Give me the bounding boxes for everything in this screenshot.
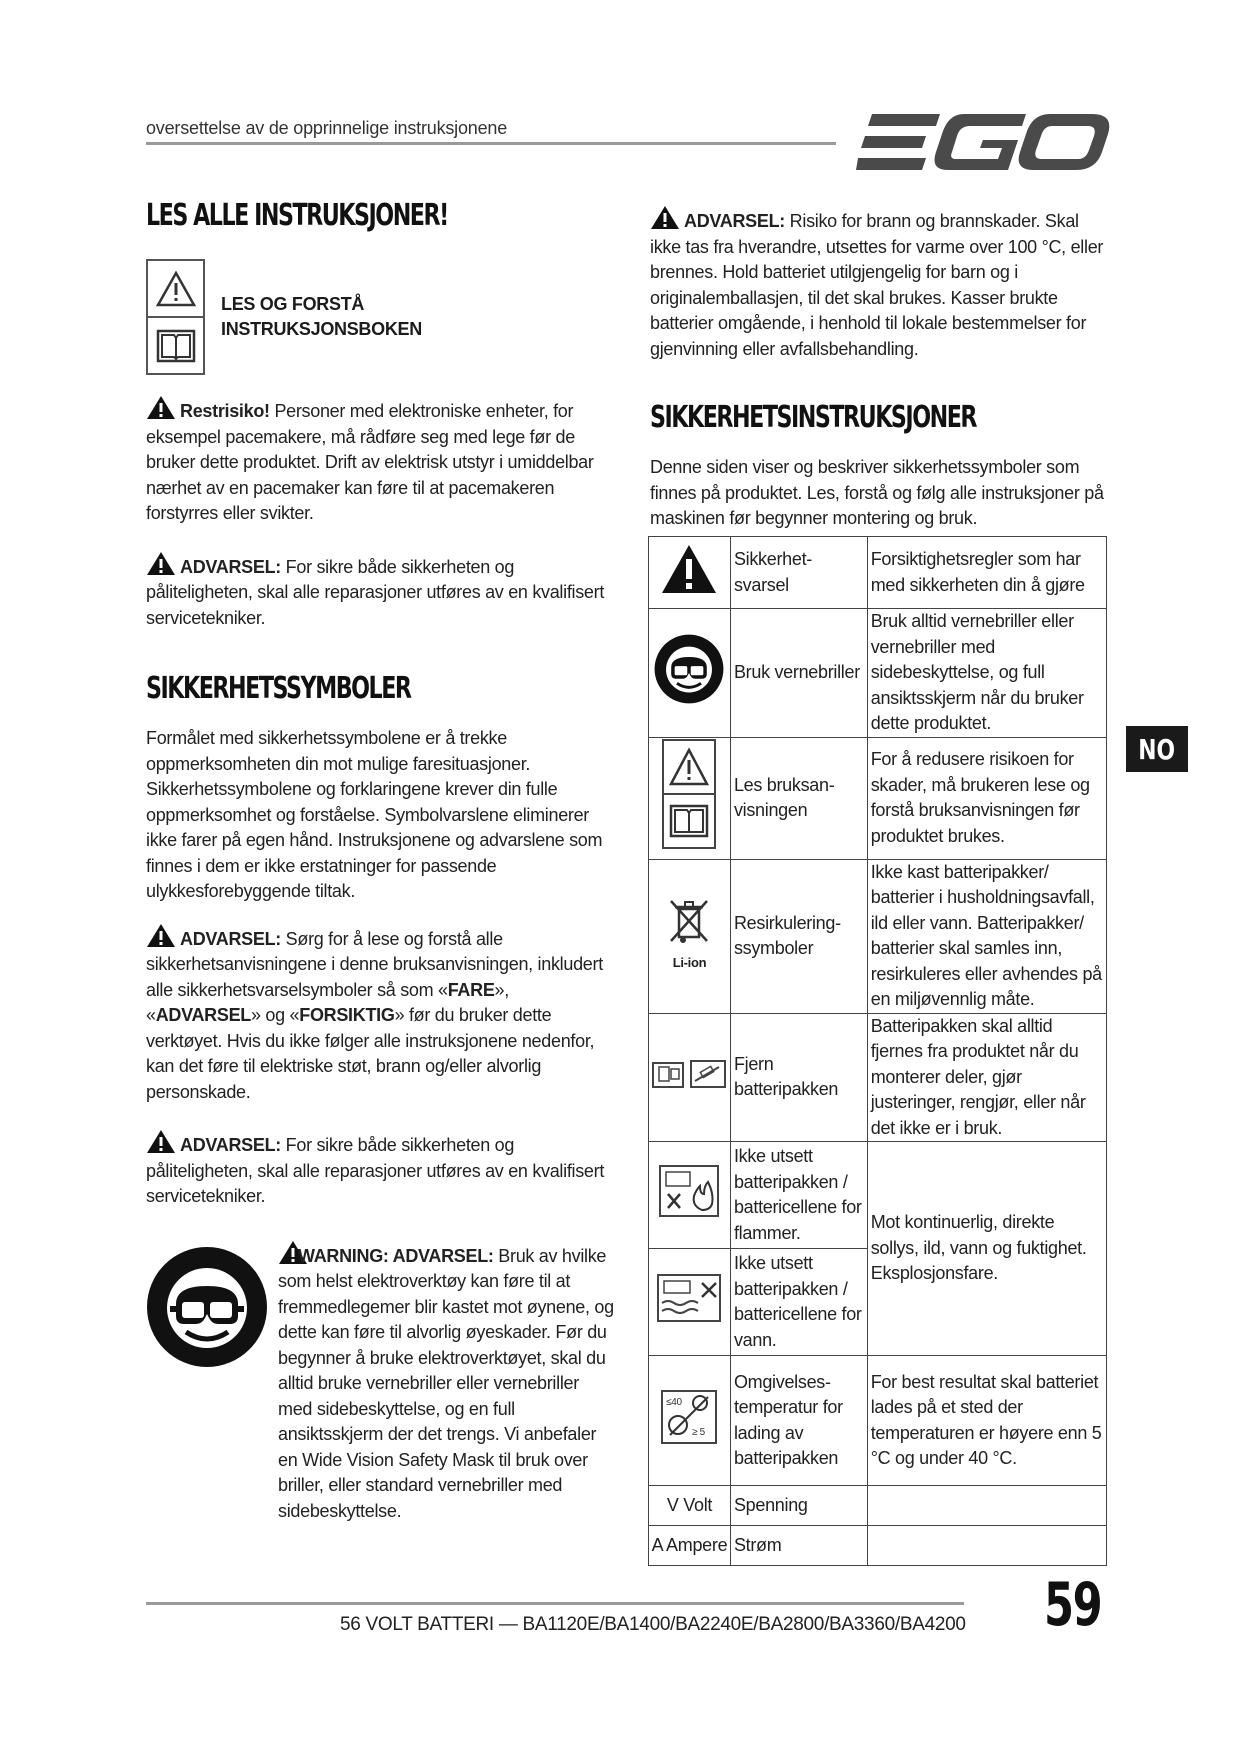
heading-read-all: LES ALLE INSTRUKSJONER! (146, 198, 448, 233)
book-icon (154, 327, 198, 365)
keyword-fare: FARE (447, 979, 495, 1000)
table-row (649, 1013, 1107, 1142)
alert-icon (660, 543, 718, 595)
warning-read-paragraph (146, 923, 616, 1106)
table-symbol-desc: Mot kontinuerlig, direkte sollys, ild, vann og fuktighet. Eksplosjonsfare. (867, 1142, 1106, 1356)
heading-safety-instructions: SIKKERHETSINSTRUKSJONER (650, 400, 977, 435)
table-symbol-name: Bruk vernebriller (730, 609, 867, 738)
ego-logo (856, 112, 1112, 174)
goggles-icon (654, 634, 724, 704)
table-row (649, 859, 1107, 1013)
ampere-symbol-cell: A Ampere (649, 1526, 731, 1566)
keyword-forsiktig: FORSIKTIG (299, 1005, 395, 1025)
table-symbol-desc: Batteripakken skal alltid fjernes fra produktet når du monterer deler, gjør justeringer, rengjør, eller når det ikke er i bruk. (867, 1013, 1106, 1142)
read-manual-icon (661, 738, 717, 850)
read-manual-line1: LES OG FORSTÅ (221, 294, 365, 314)
warning-triangle-icon (146, 1129, 176, 1154)
table-symbol-name: Omgivelses-temperatur for lading av batteripakken (730, 1356, 867, 1486)
table-symbol-name: Spenning (730, 1486, 867, 1526)
warning-repair-text-2: For sikre både sikkerheten og påliteligheten, skal alle reparasjoner utføres av en kvalifisert servicetekniker. (146, 1135, 605, 1206)
table-symbol-name: Strøm (730, 1526, 867, 1566)
no-flame-icon (658, 1164, 720, 1218)
table-symbol-name: Sikkerhet-svarsel (730, 537, 867, 609)
instructions-intro-paragraph: Denne siden viser og beskriver sikkerhetssymboler som finnes på produktet. Les, forstå og følg alle instruksjoner på maskinen før begynner montering og bruk. (650, 457, 1104, 528)
read-manual-icon-frame (146, 259, 205, 375)
safety-goggles-icon (146, 1246, 268, 1368)
residual-risk-paragraph (146, 395, 616, 527)
page-number: 59 (1044, 1570, 1102, 1640)
table-row (649, 1356, 1107, 1486)
eye-warning-label: WARNING: ADVARSEL: (298, 1245, 494, 1266)
warning-label: ADVARSEL: (180, 1135, 281, 1155)
fire-warning-paragraph (650, 205, 1110, 362)
safety-symbol-table (648, 536, 1107, 1566)
footer-product: 56 VOLT BATTERI — BA1120E/BA1400/BA2240E/BA2800/BA3360/BA4200 (340, 1614, 966, 1635)
volt-symbol-cell: V Volt (649, 1486, 731, 1526)
language-tab-label: NO (1138, 732, 1176, 766)
alert-outline-icon (155, 270, 197, 308)
fire-warning-label: ADVARSEL: (684, 211, 785, 231)
header-rule (146, 142, 836, 145)
eye-protection-block (146, 1240, 616, 1525)
warning-read-text-c: » og « (251, 1005, 300, 1025)
table-symbol-name: Fjern batteripakken (730, 1013, 867, 1142)
warning-read-text-a: Sørg for å lese og forstå alle sikkerhetsanvisningene i denne bruksanvisningen, inkludert alle sikkerhetsvarselsymboler så som « (146, 928, 603, 1000)
read-manual-box (146, 259, 616, 375)
left-column (146, 198, 616, 1524)
table-row (649, 537, 1107, 609)
table-symbol-desc (867, 1486, 1106, 1526)
table-row (649, 609, 1107, 738)
warning-read-text-d: » før du bruker dette verktøyet. Hvis du ikke følger alle instruksjonene nedenfor, kan det føre til elektriske støt, brann og/eller alvorlig personskade. (146, 1005, 595, 1102)
warning-repair-paragraph-2 (146, 1129, 616, 1210)
table-icon-cell (649, 1249, 731, 1356)
table-icon-cell (649, 1013, 731, 1142)
eye-protection-paragraph (278, 1240, 616, 1525)
warning-triangle-icon (146, 551, 176, 576)
remove-battery-icon (651, 1057, 727, 1091)
table-symbol-desc: For best resultat skal batteriet lades på et sted der temperaturen er høyere enn 5 °C og under 40 °C. (867, 1356, 1106, 1486)
table-icon-cell (649, 1142, 731, 1249)
recycling-bin-icon (667, 897, 711, 945)
residual-risk-label: Restrisiko! (180, 401, 270, 421)
warning-repair-text: For sikre både sikkerheten og påliteligheten, skal alle reparasjoner utføres av en kvalifisert servicetekniker. (146, 556, 605, 628)
svg-text:≥ 5: ≥ 5 (692, 1426, 706, 1438)
table-row (649, 737, 1107, 859)
warning-repair-paragraph (146, 551, 616, 632)
table-symbol-desc: Ikke kast batteripakker/ batterier i husholdningsavfall, ild eller vann. Batteripakker/ batterier skal samles inn, resirkuleres eller avhendes på en miljøvennlig måte. (867, 859, 1106, 1013)
residual-risk-text: Personer med elektroniske enheter, for eksempel pacemakere, må rådføre seg med lege før de bruker dette produktet. Drift av elektrisk utstyr i umiddelbar nærhet av en pacemaker kan føre til at pacemakeren forstyrres eller svikter. (146, 401, 594, 523)
warning-triangle-icon (146, 395, 176, 420)
warning-label: ADVARSEL: (180, 556, 281, 577)
warning-label: ADVARSEL: (180, 928, 281, 949)
no-water-icon (656, 1273, 722, 1323)
table-row (649, 1526, 1107, 1566)
table-icon-cell (649, 859, 731, 1013)
table-row (649, 1142, 1107, 1249)
table-symbol-desc: Bruk alltid vernebriller eller vernebriller med sidebeskyttelse, og full ansiktsskjerm når du bruker dette produktet. (867, 609, 1106, 738)
table-symbol-name: Ikke utsett batteripakken / battericellene for vann. (730, 1249, 867, 1356)
eye-warning-text: Bruk av hvilke som helst elektroverktøy kan føre til at fremmedlegemer blir kastet mot øynene, og dette kan føre til alvorlig øyeskader. Før du begynner å bruke elektroverktøyet, skal du alltid bruke vernebriller eller vernebriller med sidebeskyttelse, og en full ansiktsskjerm der det trengs. Vi anbefaler en Wide Vision Safety Mask til bruk over briller, eller standard vernebriller med sidebeskyttelse. (278, 1245, 614, 1521)
warning-triangle-icon (146, 923, 176, 948)
svg-text:≤40: ≤40 (666, 1396, 683, 1408)
table-icon-cell (649, 537, 731, 609)
li-ion-label: Li-ion (672, 955, 707, 970)
table-icon-cell (649, 1356, 731, 1486)
language-tab (1126, 726, 1188, 772)
read-manual-line2: INSTRUKSJONSBOKEN (221, 319, 422, 339)
table-symbol-desc (867, 1526, 1106, 1566)
warning-triangle-icon (650, 205, 680, 230)
table-icon-cell (649, 737, 731, 859)
table-symbol-desc: For å redusere risikoen for skader, må brukeren lese og forstå bruksanvisningen før produktet brukes. (867, 737, 1106, 859)
right-column (650, 205, 1110, 532)
keyword-advarsel: ADVARSEL (155, 1005, 251, 1025)
warning-read-text-b: », « (146, 979, 509, 1025)
table-symbol-name: Resirkulering-ssymboler (730, 859, 867, 1013)
header-subtitle: oversettelse av de opprinnelige instruksjonene (146, 118, 508, 138)
symbols-intro-paragraph: Formålet med sikkerhetssymbolene er å trekke oppmerksomheten din mot mulige faresituasjoner. Sikkerhetssymbolene og forklaringene krever din fulle oppmerksomhet og forståelse. Symbolvarslene eliminerer ikke farer på egen hånd. Instruksjonene og advarslene som finnes i dem er ikke erstatninger for passende ulykkesforebyggende tiltak. (146, 728, 603, 901)
fire-warning-text: Risiko for brann og brannskader. Skal ikke tas fra hverandre, utsettes for varme over 100 °C, eller brennes. Hold batteriet utilgjengelig for barn og i originalemballasjen, til det skal brukes. Kasser brukte batterier omgående, i henhold til lokale bestemmelser for gjenvinning eller avfallsbehandling. (650, 211, 1104, 359)
table-symbol-name: Les bruksan-visningen (730, 737, 867, 859)
temperature-icon (660, 1389, 718, 1445)
table-symbol-desc: Forsiktighetsregler som har med sikkerheten din å gjøre (867, 537, 1106, 609)
table-symbol-name: Ikke utsett batteripakken / battericellene for flammer. (730, 1142, 867, 1249)
heading-safety-symbols: SIKKERHETSSYMBOLER (146, 671, 411, 706)
table-row (649, 1486, 1107, 1526)
table-icon-cell (649, 609, 731, 738)
footer-rule (146, 1602, 964, 1605)
